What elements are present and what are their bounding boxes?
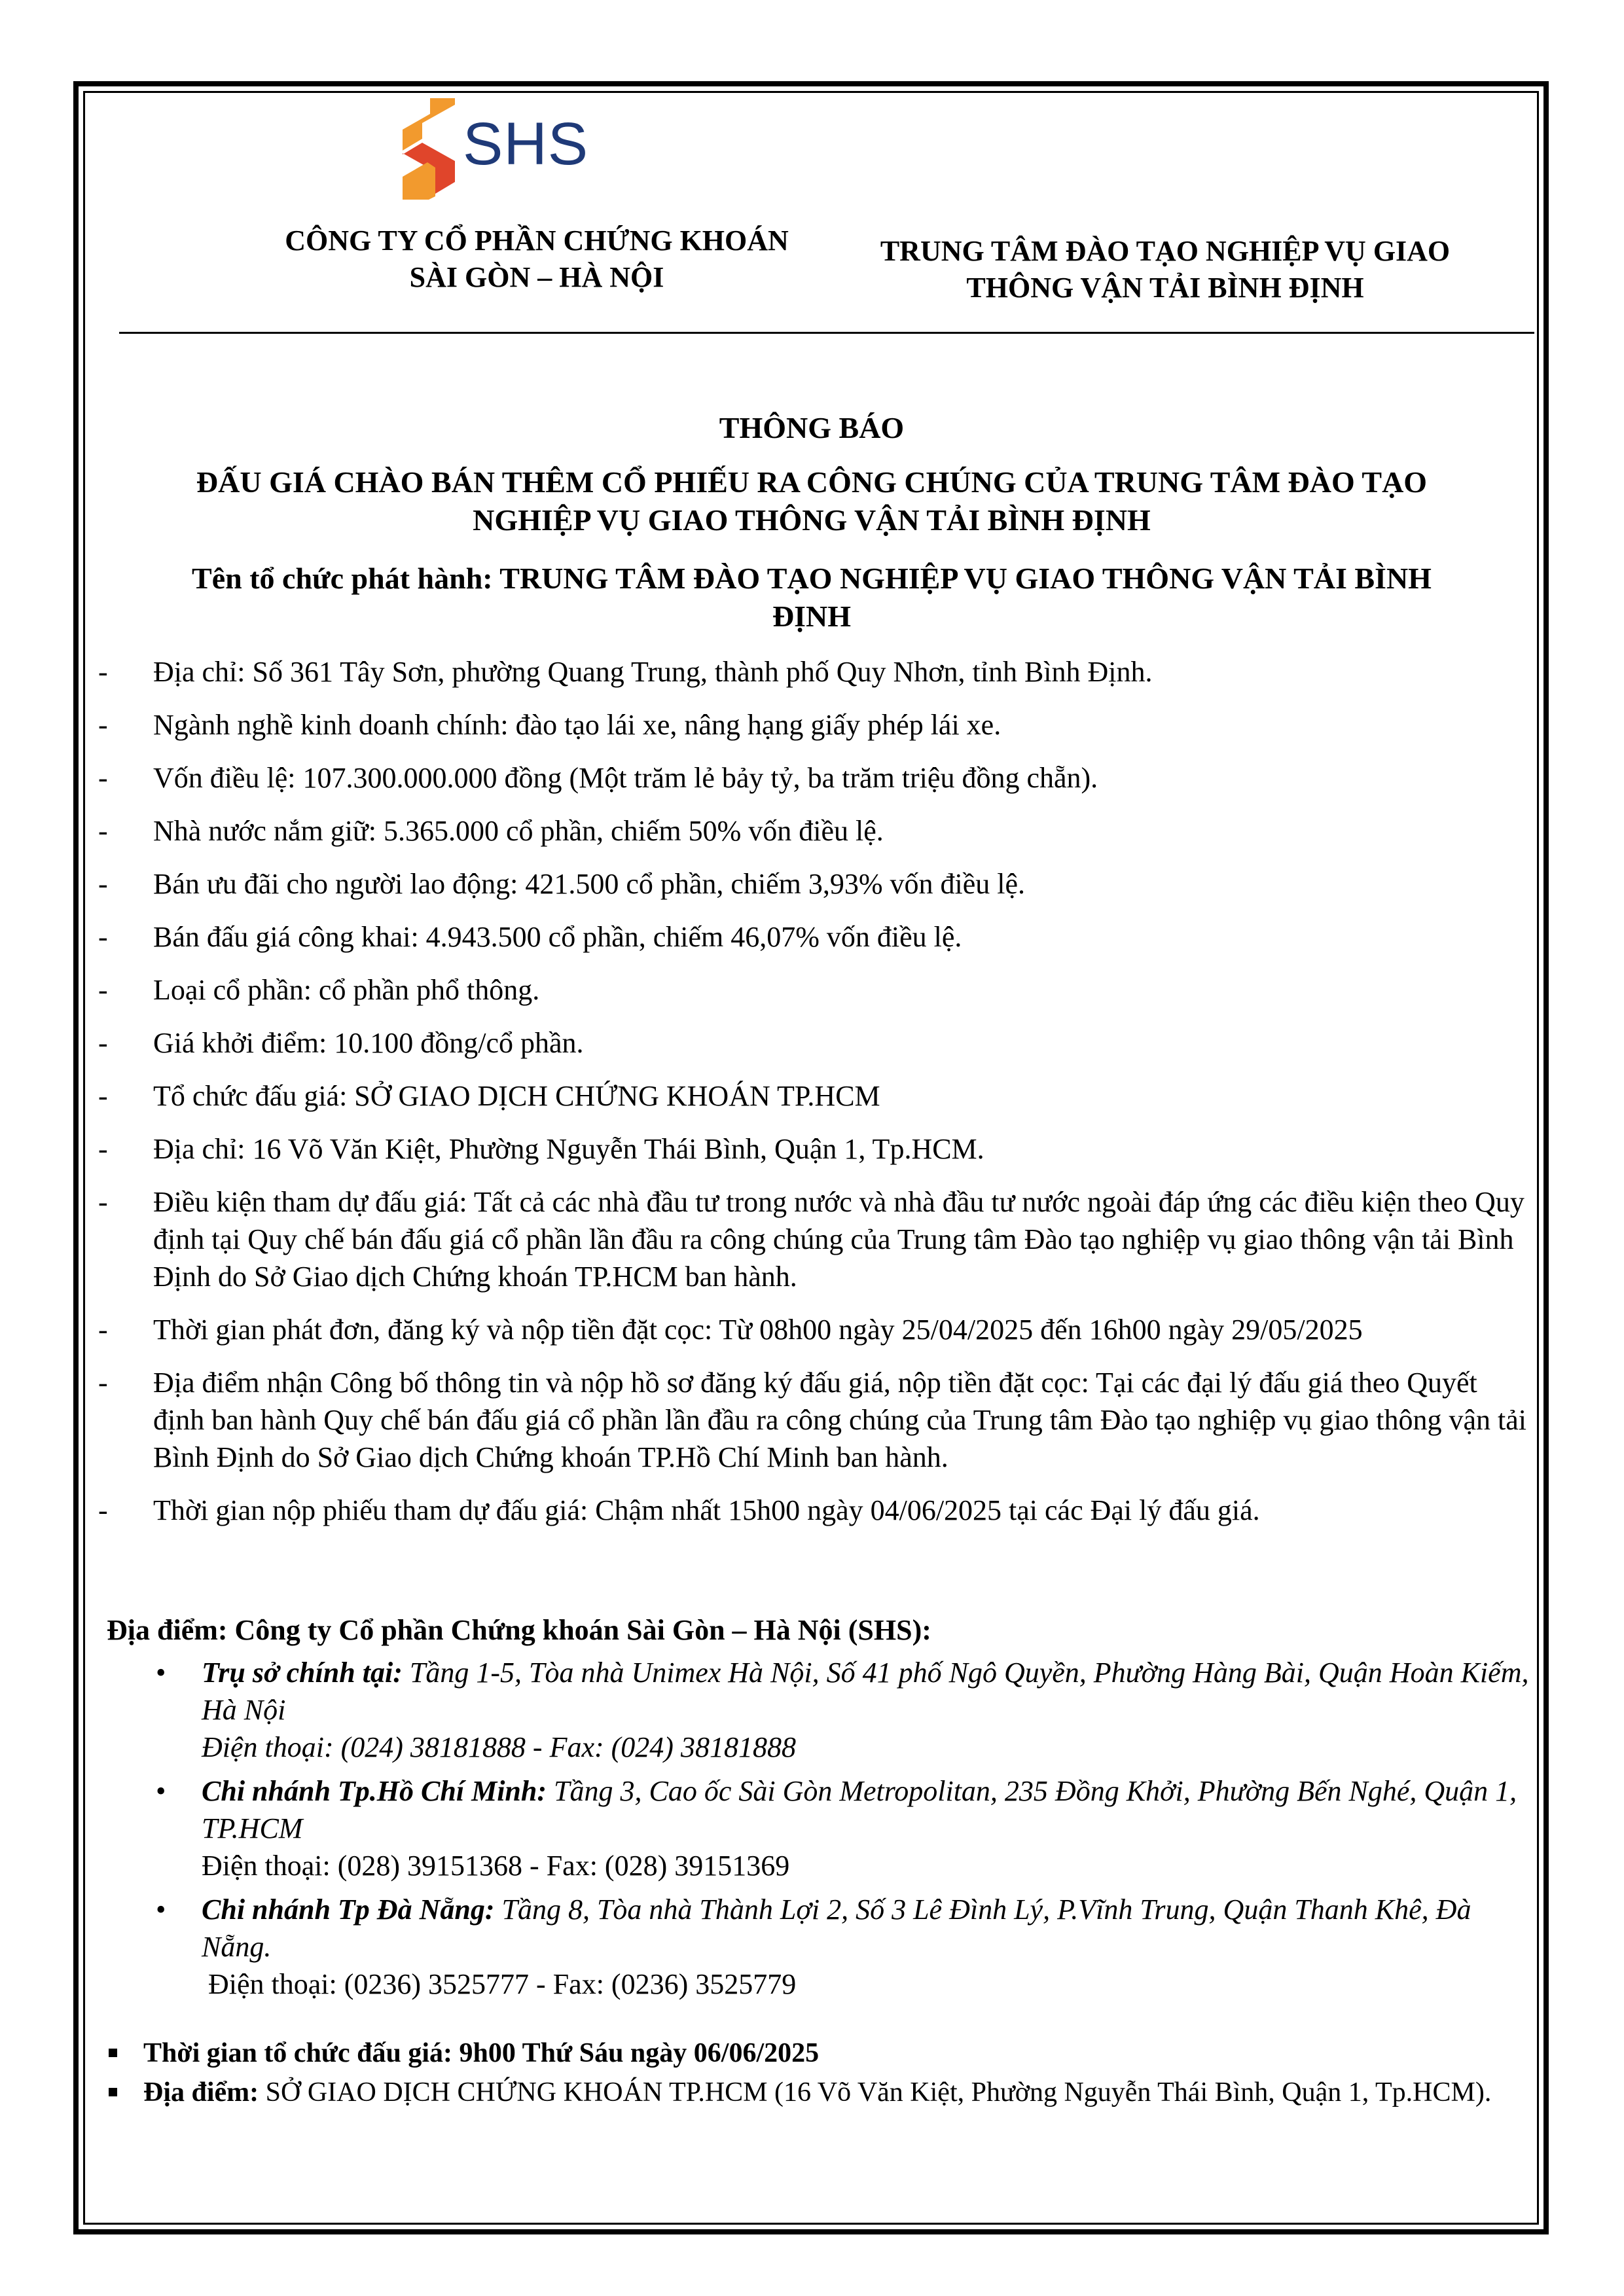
list-item: - Địa điểm nhận Công bố thông tin và nộp hồ sơ đăng ký đấu giá, nộp tiền đặt cọc: Tại các đại lý đấu giá theo Quyết định ban hành Quy chế bán đấu giá cổ phần lần đầu ra công chúng của Trung tâm Đào tạo nghiệp vụ giao thông vận tải Bình Định do Sở Giao dịch Chứng khoán TP.Hồ Chí Minh ban hành. <box>98 1367 1527 1473</box>
branch-item: • Chi nhánh Tp Đà Nẵng: Tầng 8, Tòa nhà Thành Lợi 2, Số 3 Lê Đình Lý, P.Vĩnh Trung, Quận Thanh Khê, Đà Nẵng. Điện thoại: (0236) 3525777 - Fax: (0236) 3525779 <box>156 1891 1530 2003</box>
notice-subtitle <box>98 463 1525 539</box>
branch-label: Chi nhánh Tp.Hồ Chí Minh: <box>202 1775 547 1807</box>
issuer-name-line2: ĐỊNH <box>772 600 852 633</box>
auction-place: Địa điểm: SỞ GIAO DỊCH CHỨNG KHOÁN TP.HCM (16 Võ Văn Kiệt, Phường Nguyễn Thái Bình, Quận 1, Tp.HCM). <box>107 2075 1530 2110</box>
list-item: - Vốn điều lệ: 107.300.000.000 đồng (Một trăm lẻ bảy tỷ, ba trăm triệu đồng chẵn). <box>98 762 1098 794</box>
auction-time: Thời gian tổ chức đấu giá: 9h00 Thứ Sáu ngày 06/06/2025 <box>107 2036 1530 2071</box>
list-item: - Loại cổ phần: cổ phần phổ thông. <box>98 974 540 1006</box>
square-bullet-icon <box>109 2088 117 2096</box>
branch-label: Chi nhánh Tp Đà Nẵng: <box>202 1893 495 1926</box>
branch-phone: Điện thoại: (024) 38181888 - Fax: (024) 38181888 <box>202 1731 796 1763</box>
list-item: - Thời gian phát đơn, đăng ký và nộp tiền đặt cọc: Từ 08h00 ngày 25/04/2025 đến 16h00 ngày 29/05/2025 <box>98 1314 1363 1346</box>
shs-logo <box>403 98 599 200</box>
branch-address: Tầng 1-5, Tòa nhà Unimex Hà Nội, Số 41 phố Ngô Quyền, Phường Hàng Bài, Quận Hoàn Kiếm, Hà Nội <box>202 1657 1529 1726</box>
shs-logo-mark-icon <box>403 98 455 200</box>
list-item: - Bán đấu giá công khai: 4.943.500 cổ phần, chiếm 46,07% vốn điều lệ. <box>98 921 962 953</box>
header-company-issuer <box>805 233 1525 306</box>
header-left-line2: SÀI GÒN – HÀ NỘI <box>409 261 664 293</box>
list-item: - Điều kiện tham dự đấu giá: Tất cả các nhà đầu tư trong nước và nhà đầu tư nước ngoài đáp ứng các điều kiện theo Quy định tại Quy chế bán đấu giá cổ phần lần đầu ra công chúng của Trung tâm Đào tạo nghiệp vụ giao thông vận tải Bình Định do Sở Giao dịch Chứng khoán TP.HCM ban hành. <box>98 1186 1525 1293</box>
list-item: - Ngành nghề kinh doanh chính: đào tạo lái xe, nâng hạng giấy phép lái xe. <box>98 709 1001 741</box>
notice-subtitle-line1: ĐẤU GIÁ CHÀO BÁN THÊM CỔ PHIẾU RA CÔNG CHÚNG CỦA TRUNG TÂM ĐÀO TẠO <box>196 465 1428 499</box>
square-bullet-icon <box>109 2049 117 2057</box>
list-item: - Tổ chức đấu giá: SỞ GIAO DỊCH CHỨNG KHOÁN TP.HCM <box>98 1080 880 1112</box>
header-divider <box>119 332 1534 334</box>
header-company-sender <box>157 223 916 296</box>
header-left-line1: CÔNG TY CỔ PHẦN CHỨNG KHOÁN <box>285 224 789 257</box>
header-right-line2: THÔNG VẬN TẢI BÌNH ĐỊNH <box>966 272 1364 304</box>
header-right-line1: TRUNG TÂM ĐÀO TẠO NGHIỆP VỤ GIAO <box>880 235 1451 267</box>
branch-address: Tầng 3, Cao ốc Sài Gòn Metropolitan, 235 Đồng Khởi, Phường Bến Nghé, Quận 1, TP.HCM <box>202 1775 1517 1844</box>
detail-list <box>98 653 1532 1545</box>
branch-address: Tầng 8, Tòa nhà Thành Lợi 2, Số 3 Lê Đình Lý, P.Vĩnh Trung, Quận Thanh Khê, Đà Nẵng. <box>202 1893 1471 1963</box>
notice-title: THÔNG BÁO <box>719 411 905 444</box>
shs-logo-text: SHS <box>463 111 589 177</box>
issuer-name-line1: Tên tổ chức phát hành: TRUNG TÂM ĐÀO TẠO NGHIỆP VỤ GIAO THÔNG VẬN TẢI BÌNH <box>192 562 1432 595</box>
locations-heading: Địa điểm: Công ty Cổ phần Chứng khoán Sài Gòn – Hà Nội (SHS): <box>107 1614 931 1646</box>
branch-item: • Chi nhánh Tp.Hồ Chí Minh: Tầng 3, Cao ốc Sài Gòn Metropolitan, 235 Đồng Khởi, Phường Bến Nghé, Quận 1, TP.HCM Điện thoại: (028) 39151368 - Fax: (028) 39151369 <box>156 1772 1530 1884</box>
notice-subtitle-line2: NGHIỆP VỤ GIAO THÔNG VẬN TẢI BÌNH ĐỊNH <box>473 503 1151 537</box>
list-item: - Thời gian nộp phiếu tham dự đấu giá: Chậm nhất 15h00 ngày 04/06/2025 tại các Đại lý đấu giá. <box>98 1494 1260 1526</box>
list-item: - Địa chỉ: 16 Võ Văn Kiệt, Phường Nguyễn Thái Bình, Quận 1, Tp.HCM. <box>98 1133 984 1165</box>
branch-item: • Trụ sở chính tại: Tầng 1-5, Tòa nhà Unimex Hà Nội, Số 41 phố Ngô Quyền, Phường Hàng Bài, Quận Hoàn Kiếm, Hà Nội Điện thoại: (024) 38181888 - Fax: (024) 38181888 <box>156 1654 1530 1766</box>
list-item: - Bán ưu đãi cho người lao động: 421.500 cổ phần, chiếm 3,93% vốn điều lệ. <box>98 868 1026 900</box>
branch-phone: Điện thoại: (0236) 3525777 - Fax: (0236) 3525779 <box>208 1968 797 2000</box>
list-item: - Nhà nước nắm giữ: 5.365.000 cổ phần, chiếm 50% vốn điều lệ. <box>98 815 884 847</box>
branch-list <box>156 1654 1530 2009</box>
auction-info-list <box>107 2036 1530 2114</box>
list-item: - Địa chỉ: Số 361 Tây Sơn, phường Quang Trung, thành phố Quy Nhơn, tỉnh Bình Định. <box>98 656 1153 688</box>
branch-phone: Điện thoại: (028) 39151368 - Fax: (028) 39151369 <box>202 1850 790 1882</box>
branch-label: Trụ sở chính tại: <box>202 1657 403 1689</box>
list-item: - Giá khởi điểm: 10.100 đồng/cổ phần. <box>98 1027 584 1059</box>
issuer-name <box>98 560 1525 636</box>
